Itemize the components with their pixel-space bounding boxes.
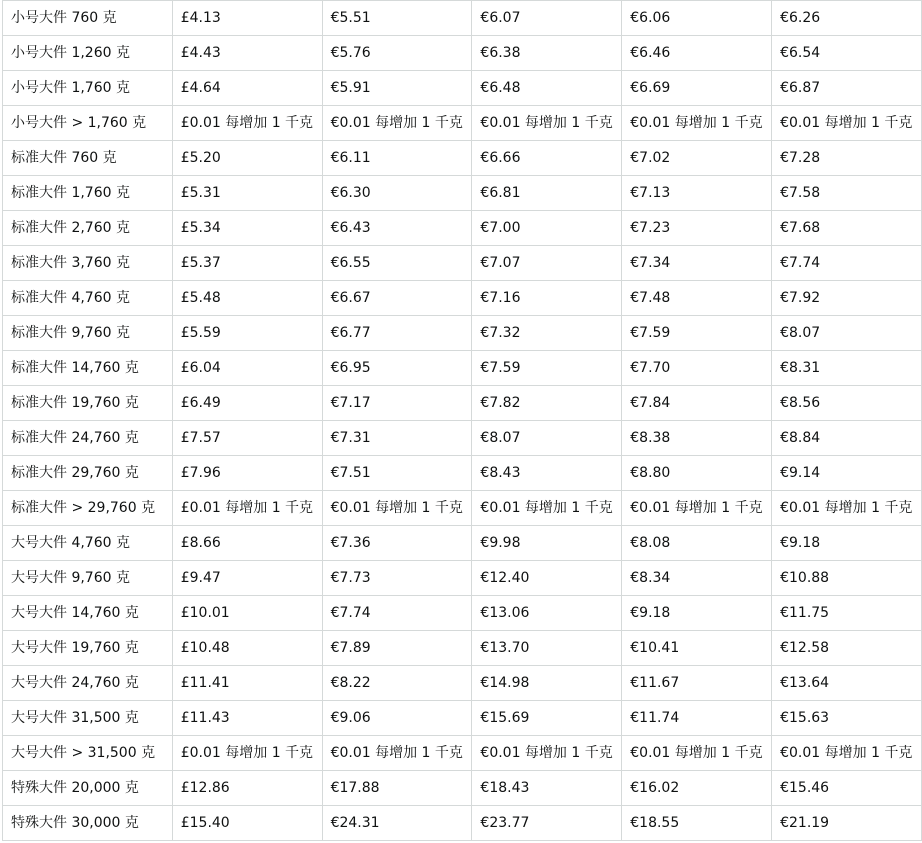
fee-cell-col3: €12.40 — [472, 561, 622, 596]
table-row — [3, 1, 922, 36]
size-tier-cell: 小号大件 1,760 克 — [3, 71, 173, 106]
fee-cell-col1: £5.37 — [172, 246, 322, 281]
fee-cell-col5: €12.58 — [772, 631, 922, 666]
fee-cell-col4: €0.01 每增加 1 千克 — [622, 491, 772, 526]
fee-cell-col1: £10.48 — [172, 631, 322, 666]
fee-cell-col3: €7.07 — [472, 246, 622, 281]
fee-cell-col3: €7.16 — [472, 281, 622, 316]
fee-table — [2, 0, 922, 841]
fee-cell-col3: €7.00 — [472, 211, 622, 246]
fee-cell-col3: €0.01 每增加 1 千克 — [472, 106, 622, 141]
size-tier-cell: 大号大件 > 31,500 克 — [3, 736, 173, 771]
size-tier-cell: 特殊大件 20,000 克 — [3, 771, 173, 806]
fee-cell-col3: €7.32 — [472, 316, 622, 351]
table-row — [3, 456, 922, 491]
fee-cell-col4: €7.84 — [622, 386, 772, 421]
fee-cell-col4: €6.46 — [622, 36, 772, 71]
fee-cell-col1: £7.96 — [172, 456, 322, 491]
fee-cell-col4: €8.38 — [622, 421, 772, 456]
fee-cell-col5: €0.01 每增加 1 千克 — [772, 106, 922, 141]
fee-cell-col1: £9.47 — [172, 561, 322, 596]
fee-cell-col3: €6.81 — [472, 176, 622, 211]
fee-cell-col3: €6.48 — [472, 71, 622, 106]
fee-cell-col1: £8.66 — [172, 526, 322, 561]
fee-cell-col5: €21.19 — [772, 806, 922, 841]
fee-cell-col1: £11.43 — [172, 701, 322, 736]
fee-cell-col2: €7.74 — [322, 596, 472, 631]
fee-cell-col4: €8.80 — [622, 456, 772, 491]
table-row — [3, 526, 922, 561]
fee-cell-col3: €14.98 — [472, 666, 622, 701]
fee-cell-col4: €10.41 — [622, 631, 772, 666]
fee-cell-col4: €11.74 — [622, 701, 772, 736]
table-row — [3, 246, 922, 281]
fee-cell-col3: €8.07 — [472, 421, 622, 456]
fee-cell-col5: €7.68 — [772, 211, 922, 246]
fee-cell-col5: €8.31 — [772, 351, 922, 386]
fee-cell-col4: €7.59 — [622, 316, 772, 351]
fee-cell-col1: £0.01 每增加 1 千克 — [172, 106, 322, 141]
size-tier-cell: 标准大件 2,760 克 — [3, 211, 173, 246]
size-tier-cell: 大号大件 24,760 克 — [3, 666, 173, 701]
fee-cell-col2: €7.36 — [322, 526, 472, 561]
table-row — [3, 631, 922, 666]
size-tier-cell: 标准大件 > 29,760 克 — [3, 491, 173, 526]
fee-cell-col1: £4.64 — [172, 71, 322, 106]
fee-cell-col5: €7.92 — [772, 281, 922, 316]
fee-cell-col2: €0.01 每增加 1 千克 — [322, 736, 472, 771]
fee-cell-col3: €7.59 — [472, 351, 622, 386]
fee-cell-col3: €15.69 — [472, 701, 622, 736]
fee-cell-col2: €6.30 — [322, 176, 472, 211]
fee-cell-col1: £12.86 — [172, 771, 322, 806]
size-tier-cell: 大号大件 19,760 克 — [3, 631, 173, 666]
fee-cell-col3: €18.43 — [472, 771, 622, 806]
fee-cell-col5: €8.07 — [772, 316, 922, 351]
table-row — [3, 36, 922, 71]
table-row — [3, 666, 922, 701]
fee-cell-col5: €6.87 — [772, 71, 922, 106]
fee-cell-col2: €6.55 — [322, 246, 472, 281]
fee-cell-col5: €9.14 — [772, 456, 922, 491]
size-tier-cell: 小号大件 760 克 — [3, 1, 173, 36]
fee-cell-col1: £5.20 — [172, 141, 322, 176]
fee-cell-col4: €7.34 — [622, 246, 772, 281]
fee-cell-col4: €8.08 — [622, 526, 772, 561]
fee-cell-col5: €0.01 每增加 1 千克 — [772, 736, 922, 771]
fee-cell-col4: €8.34 — [622, 561, 772, 596]
fee-cell-col3: €13.70 — [472, 631, 622, 666]
fee-cell-col2: €17.88 — [322, 771, 472, 806]
fee-cell-col2: €6.77 — [322, 316, 472, 351]
fee-cell-col3: €6.07 — [472, 1, 622, 36]
table-row — [3, 211, 922, 246]
size-tier-cell: 标准大件 760 克 — [3, 141, 173, 176]
size-tier-cell: 大号大件 9,760 克 — [3, 561, 173, 596]
fee-cell-col2: €6.95 — [322, 351, 472, 386]
fee-cell-col4: €9.18 — [622, 596, 772, 631]
fee-cell-col3: €23.77 — [472, 806, 622, 841]
fee-cell-col2: €5.76 — [322, 36, 472, 71]
fee-cell-col5: €9.18 — [772, 526, 922, 561]
fee-cell-col1: £5.31 — [172, 176, 322, 211]
fee-cell-col2: €5.51 — [322, 1, 472, 36]
fee-cell-col2: €24.31 — [322, 806, 472, 841]
fee-cell-col4: €7.23 — [622, 211, 772, 246]
fee-cell-col2: €0.01 每增加 1 千克 — [322, 491, 472, 526]
size-tier-cell: 标准大件 3,760 克 — [3, 246, 173, 281]
fee-cell-col4: €11.67 — [622, 666, 772, 701]
size-tier-cell: 小号大件 1,260 克 — [3, 36, 173, 71]
fee-cell-col2: €7.51 — [322, 456, 472, 491]
size-tier-cell: 大号大件 4,760 克 — [3, 526, 173, 561]
fee-cell-col5: €13.64 — [772, 666, 922, 701]
fee-cell-col4: €6.69 — [622, 71, 772, 106]
size-tier-cell: 标准大件 29,760 克 — [3, 456, 173, 491]
table-row — [3, 736, 922, 771]
table-row — [3, 141, 922, 176]
fee-cell-col4: €7.48 — [622, 281, 772, 316]
size-tier-cell: 特殊大件 30,000 克 — [3, 806, 173, 841]
size-tier-cell: 标准大件 9,760 克 — [3, 316, 173, 351]
fee-cell-col1: £0.01 每增加 1 千克 — [172, 736, 322, 771]
table-row — [3, 106, 922, 141]
fee-cell-col2: €7.73 — [322, 561, 472, 596]
fee-cell-col1: £6.04 — [172, 351, 322, 386]
fee-cell-col2: €7.31 — [322, 421, 472, 456]
table-row — [3, 561, 922, 596]
size-tier-cell: 小号大件 > 1,760 克 — [3, 106, 173, 141]
size-tier-cell: 标准大件 14,760 克 — [3, 351, 173, 386]
table-row — [3, 701, 922, 736]
fee-cell-col1: £6.49 — [172, 386, 322, 421]
fee-cell-col3: €6.38 — [472, 36, 622, 71]
table-row — [3, 351, 922, 386]
fee-cell-col1: £11.41 — [172, 666, 322, 701]
fee-cell-col4: €7.13 — [622, 176, 772, 211]
fee-cell-col2: €5.91 — [322, 71, 472, 106]
size-tier-cell: 大号大件 14,760 克 — [3, 596, 173, 631]
fee-cell-col1: £4.43 — [172, 36, 322, 71]
table-row — [3, 176, 922, 211]
fee-cell-col2: €8.22 — [322, 666, 472, 701]
fee-cell-col4: €18.55 — [622, 806, 772, 841]
fee-cell-col5: €15.46 — [772, 771, 922, 806]
fee-cell-col3: €0.01 每增加 1 千克 — [472, 491, 622, 526]
size-tier-cell: 标准大件 1,760 克 — [3, 176, 173, 211]
fee-cell-col4: €0.01 每增加 1 千克 — [622, 736, 772, 771]
fee-cell-col3: €6.66 — [472, 141, 622, 176]
table-row — [3, 421, 922, 456]
fee-cell-col2: €9.06 — [322, 701, 472, 736]
size-tier-cell: 标准大件 24,760 克 — [3, 421, 173, 456]
fee-cell-col2: €7.89 — [322, 631, 472, 666]
fee-cell-col2: €7.17 — [322, 386, 472, 421]
fee-cell-col4: €6.06 — [622, 1, 772, 36]
fee-table-body — [3, 1, 922, 841]
fee-cell-col3: €0.01 每增加 1 千克 — [472, 736, 622, 771]
fee-cell-col1: £5.48 — [172, 281, 322, 316]
fee-table-container — [2, 0, 922, 841]
fee-cell-col4: €16.02 — [622, 771, 772, 806]
fee-cell-col1: £4.13 — [172, 1, 322, 36]
fee-cell-col5: €15.63 — [772, 701, 922, 736]
fee-cell-col1: £15.40 — [172, 806, 322, 841]
fee-cell-col4: €7.02 — [622, 141, 772, 176]
fee-cell-col1: £7.57 — [172, 421, 322, 456]
fee-cell-col2: €0.01 每增加 1 千克 — [322, 106, 472, 141]
fee-cell-col1: £5.59 — [172, 316, 322, 351]
table-row — [3, 281, 922, 316]
fee-cell-col3: €7.82 — [472, 386, 622, 421]
table-row — [3, 491, 922, 526]
fee-cell-col3: €9.98 — [472, 526, 622, 561]
fee-cell-col5: €7.58 — [772, 176, 922, 211]
fee-cell-col5: €8.84 — [772, 421, 922, 456]
table-row — [3, 386, 922, 421]
table-row — [3, 806, 922, 841]
size-tier-cell: 大号大件 31,500 克 — [3, 701, 173, 736]
fee-cell-col1: £10.01 — [172, 596, 322, 631]
fee-cell-col5: €6.26 — [772, 1, 922, 36]
fee-cell-col5: €8.56 — [772, 386, 922, 421]
fee-cell-col1: £5.34 — [172, 211, 322, 246]
table-row — [3, 771, 922, 806]
fee-cell-col4: €7.70 — [622, 351, 772, 386]
size-tier-cell: 标准大件 19,760 克 — [3, 386, 173, 421]
fee-cell-col5: €10.88 — [772, 561, 922, 596]
fee-cell-col5: €11.75 — [772, 596, 922, 631]
fee-cell-col5: €7.74 — [772, 246, 922, 281]
size-tier-cell: 标准大件 4,760 克 — [3, 281, 173, 316]
fee-cell-col5: €6.54 — [772, 36, 922, 71]
fee-cell-col2: €6.11 — [322, 141, 472, 176]
table-row — [3, 316, 922, 351]
fee-cell-col2: €6.67 — [322, 281, 472, 316]
table-row — [3, 596, 922, 631]
table-row — [3, 71, 922, 106]
fee-cell-col5: €7.28 — [772, 141, 922, 176]
fee-cell-col3: €13.06 — [472, 596, 622, 631]
fee-cell-col2: €6.43 — [322, 211, 472, 246]
fee-cell-col3: €8.43 — [472, 456, 622, 491]
fee-cell-col1: £0.01 每增加 1 千克 — [172, 491, 322, 526]
fee-cell-col5: €0.01 每增加 1 千克 — [772, 491, 922, 526]
fee-cell-col4: €0.01 每增加 1 千克 — [622, 106, 772, 141]
